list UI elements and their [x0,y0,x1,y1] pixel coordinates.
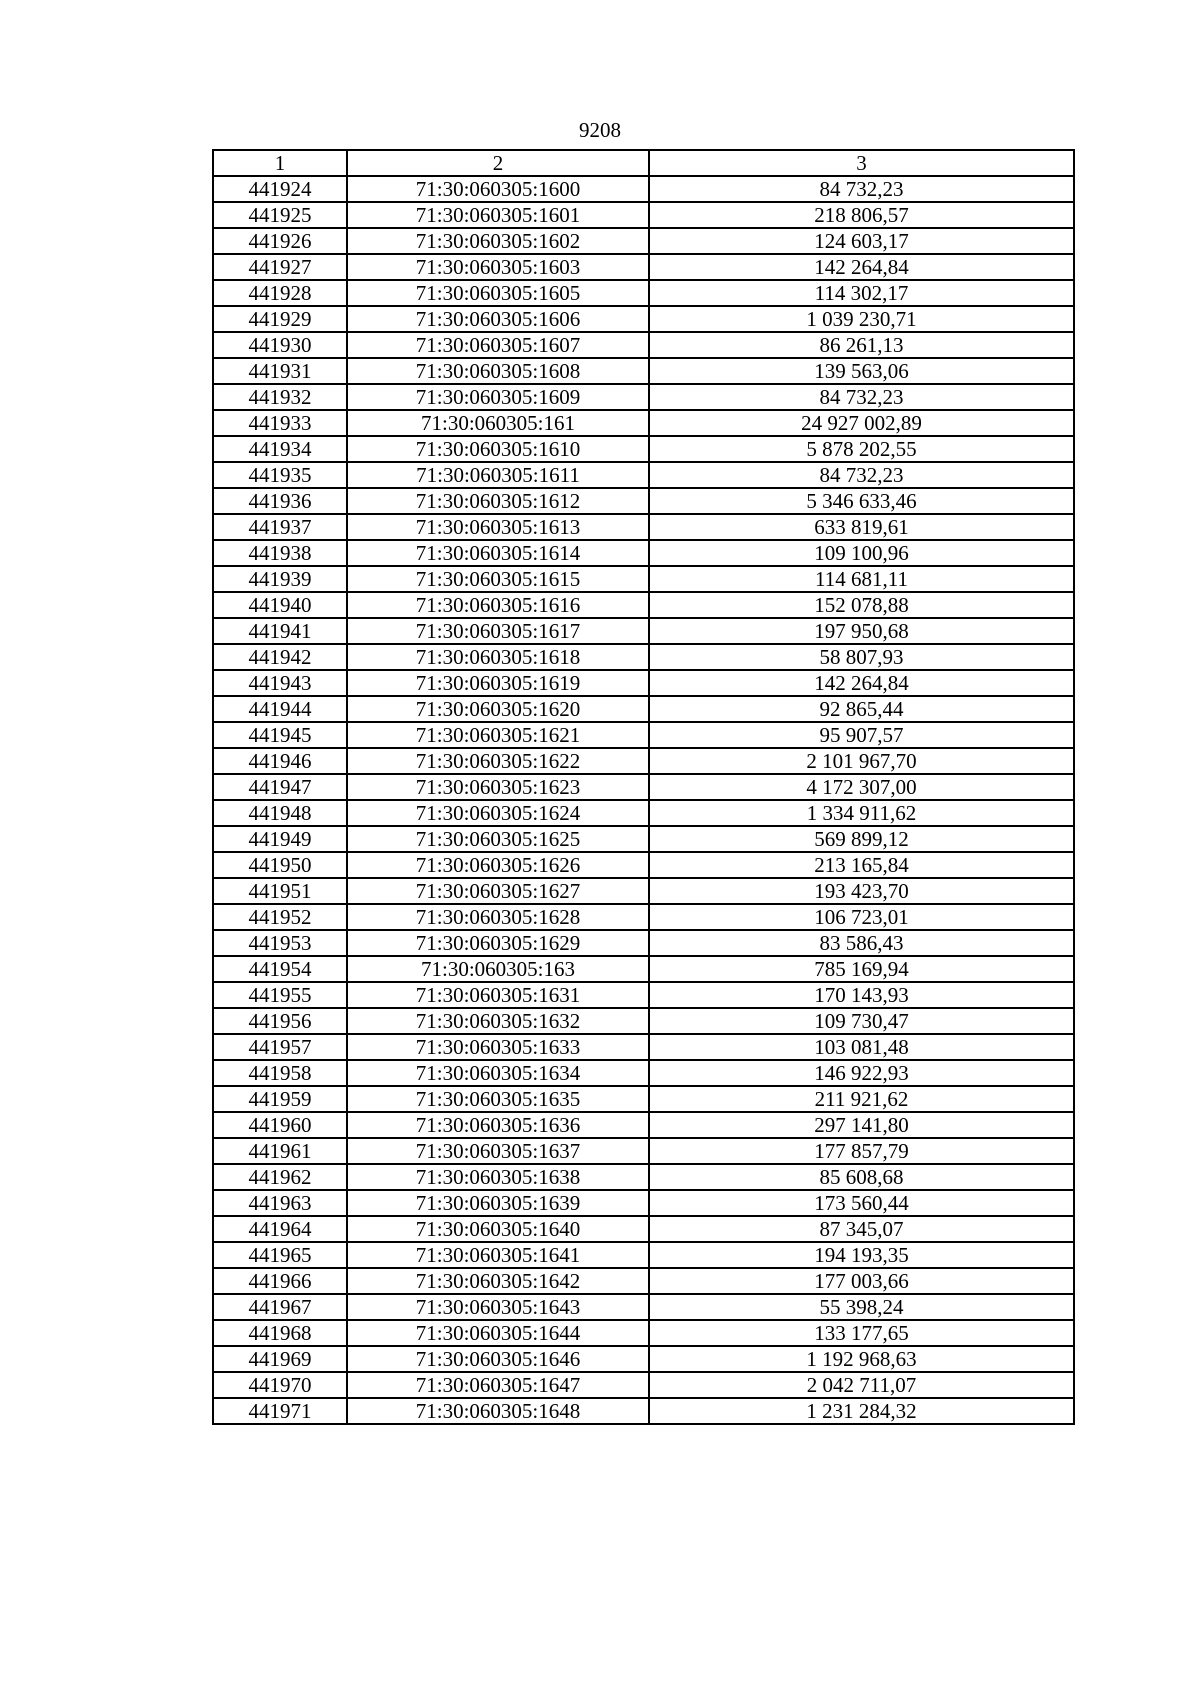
cadastral-number-cell: 71:30:060305:1644 [347,1320,649,1346]
cadastral-number-cell: 71:30:060305:1601 [347,202,649,228]
value-cell: 5 878 202,55 [649,436,1074,462]
value-cell: 114 681,11 [649,566,1074,592]
row-number-cell: 441924 [213,176,347,202]
cadastral-number-cell: 71:30:060305:1636 [347,1112,649,1138]
value-cell: 2 101 967,70 [649,748,1074,774]
row-number-cell: 441929 [213,306,347,332]
table-row [213,748,1074,774]
table-row [213,774,1074,800]
cadastral-number-cell: 71:30:060305:1642 [347,1268,649,1294]
table-row [213,1190,1074,1216]
table-row [213,1112,1074,1138]
row-number-cell: 441943 [213,670,347,696]
table-row [213,1320,1074,1346]
table-row [213,904,1074,930]
row-number-cell: 441961 [213,1138,347,1164]
cadastral-number-cell: 71:30:060305:1612 [347,488,649,514]
cadastral-number-cell: 71:30:060305:161 [347,410,649,436]
row-number-cell: 441930 [213,332,347,358]
cadastral-number-cell: 71:30:060305:1607 [347,332,649,358]
row-number-cell: 441960 [213,1112,347,1138]
cadastral-number-cell: 71:30:060305:1628 [347,904,649,930]
table-row [213,540,1074,566]
cadastral-number-cell: 71:30:060305:1634 [347,1060,649,1086]
value-cell: 1 231 284,32 [649,1398,1074,1424]
row-number-cell: 441964 [213,1216,347,1242]
row-number-cell: 441935 [213,462,347,488]
value-cell: 785 169,94 [649,956,1074,982]
table-row [213,826,1074,852]
row-number-cell: 441927 [213,254,347,280]
table-row [213,852,1074,878]
row-number-cell: 441956 [213,1008,347,1034]
row-number-cell: 441970 [213,1372,347,1398]
table-row [213,618,1074,644]
row-number-cell: 441926 [213,228,347,254]
table-row [213,982,1074,1008]
value-cell: 139 563,06 [649,358,1074,384]
value-cell: 152 078,88 [649,592,1074,618]
value-cell: 133 177,65 [649,1320,1074,1346]
table-row [213,644,1074,670]
value-cell: 83 586,43 [649,930,1074,956]
table-row [213,332,1074,358]
table-row [213,176,1074,202]
value-cell: 213 165,84 [649,852,1074,878]
row-number-cell: 441954 [213,956,347,982]
cadastral-number-cell: 71:30:060305:1648 [347,1398,649,1424]
cadastral-number-cell: 71:30:060305:1646 [347,1346,649,1372]
row-number-cell: 441965 [213,1242,347,1268]
table-row [213,670,1074,696]
value-cell: 95 907,57 [649,722,1074,748]
cadastral-number-cell: 71:30:060305:1624 [347,800,649,826]
value-cell: 177 003,66 [649,1268,1074,1294]
cadastral-number-cell: 71:30:060305:1618 [347,644,649,670]
table-row [213,878,1074,904]
row-number-cell: 441925 [213,202,347,228]
row-number-cell: 441942 [213,644,347,670]
cadastral-number-cell: 71:30:060305:1647 [347,1372,649,1398]
cadastral-number-cell: 71:30:060305:1619 [347,670,649,696]
cadastral-number-cell: 71:30:060305:1614 [347,540,649,566]
cadastral-number-cell: 71:30:060305:1643 [347,1294,649,1320]
row-number-cell: 441934 [213,436,347,462]
value-cell: 173 560,44 [649,1190,1074,1216]
value-cell: 114 302,17 [649,280,1074,306]
value-cell: 5 346 633,46 [649,488,1074,514]
table-row [213,566,1074,592]
cadastral-number-cell: 71:30:060305:1632 [347,1008,649,1034]
cadastral-number-cell: 71:30:060305:1640 [347,1216,649,1242]
value-cell: 92 865,44 [649,696,1074,722]
value-cell: 87 345,07 [649,1216,1074,1242]
value-cell: 1 039 230,71 [649,306,1074,332]
cadastral-number-cell: 71:30:060305:1610 [347,436,649,462]
value-cell: 177 857,79 [649,1138,1074,1164]
value-cell: 218 806,57 [649,202,1074,228]
table-row [213,1008,1074,1034]
table-row [213,436,1074,462]
value-cell: 84 732,23 [649,462,1074,488]
row-number-cell: 441963 [213,1190,347,1216]
row-number-cell: 441968 [213,1320,347,1346]
table-row [213,722,1074,748]
cadastral-number-cell: 71:30:060305:1631 [347,982,649,1008]
row-number-cell: 441953 [213,930,347,956]
value-cell: 569 899,12 [649,826,1074,852]
value-cell: 194 193,35 [649,1242,1074,1268]
table-header-row [213,150,1074,176]
row-number-cell: 441941 [213,618,347,644]
row-number-cell: 441936 [213,488,347,514]
table-row [213,306,1074,332]
value-cell: 109 730,47 [649,1008,1074,1034]
row-number-cell: 441971 [213,1398,347,1424]
value-cell: 1 192 968,63 [649,1346,1074,1372]
row-number-cell: 441933 [213,410,347,436]
row-number-cell: 441951 [213,878,347,904]
cadastral-number-cell: 71:30:060305:1615 [347,566,649,592]
cadastral-number-cell: 71:30:060305:1603 [347,254,649,280]
table-row [213,1034,1074,1060]
table-row [213,410,1074,436]
table-row [213,228,1074,254]
row-number-cell: 441958 [213,1060,347,1086]
table-row [213,800,1074,826]
column-header-number: 1 [213,150,347,176]
value-cell: 124 603,17 [649,228,1074,254]
table-row [213,1242,1074,1268]
value-cell: 170 143,93 [649,982,1074,1008]
cadastral-number-cell: 71:30:060305:1629 [347,930,649,956]
value-cell: 197 950,68 [649,618,1074,644]
column-header-cadastral: 2 [347,150,649,176]
table-row [213,1086,1074,1112]
cadastral-number-cell: 71:30:060305:1613 [347,514,649,540]
cadastral-number-cell: 71:30:060305:1638 [347,1164,649,1190]
row-number-cell: 441959 [213,1086,347,1112]
row-number-cell: 441938 [213,540,347,566]
cadastral-number-cell: 71:30:060305:163 [347,956,649,982]
value-cell: 103 081,48 [649,1034,1074,1060]
row-number-cell: 441939 [213,566,347,592]
column-header-value: 3 [649,150,1074,176]
table-row [213,462,1074,488]
row-number-cell: 441947 [213,774,347,800]
cadastral-number-cell: 71:30:060305:1627 [347,878,649,904]
table-row [213,696,1074,722]
cadastral-number-cell: 71:30:060305:1639 [347,1190,649,1216]
cadastral-number-cell: 71:30:060305:1608 [347,358,649,384]
cadastral-number-cell: 71:30:060305:1620 [347,696,649,722]
row-number-cell: 441944 [213,696,347,722]
value-cell: 84 732,23 [649,384,1074,410]
row-number-cell: 441955 [213,982,347,1008]
value-cell: 142 264,84 [649,254,1074,280]
row-number-cell: 441931 [213,358,347,384]
value-cell: 211 921,62 [649,1086,1074,1112]
row-number-cell: 441940 [213,592,347,618]
table-row [213,930,1074,956]
cadastral-number-cell: 71:30:060305:1617 [347,618,649,644]
cadastral-number-cell: 71:30:060305:1641 [347,1242,649,1268]
row-number-cell: 441928 [213,280,347,306]
value-cell: 58 807,93 [649,644,1074,670]
value-cell: 106 723,01 [649,904,1074,930]
row-number-cell: 441962 [213,1164,347,1190]
value-cell: 146 922,93 [649,1060,1074,1086]
table-row [213,1372,1074,1398]
value-cell: 193 423,70 [649,878,1074,904]
value-cell: 297 141,80 [649,1112,1074,1138]
cadastral-number-cell: 71:30:060305:1616 [347,592,649,618]
value-cell: 142 264,84 [649,670,1074,696]
page-number: 9208 [579,118,621,142]
registry-table [212,149,1075,1425]
row-number-cell: 441957 [213,1034,347,1060]
value-cell: 633 819,61 [649,514,1074,540]
table-row [213,592,1074,618]
cadastral-number-cell: 71:30:060305:1635 [347,1086,649,1112]
table-row [213,488,1074,514]
cadastral-number-cell: 71:30:060305:1602 [347,228,649,254]
table-row [213,514,1074,540]
row-number-cell: 441932 [213,384,347,410]
cadastral-number-cell: 71:30:060305:1637 [347,1138,649,1164]
table-row [213,1346,1074,1372]
table-row [213,358,1074,384]
value-cell: 85 608,68 [649,1164,1074,1190]
value-cell: 84 732,23 [649,176,1074,202]
table-row [213,280,1074,306]
table-row [213,1216,1074,1242]
cadastral-number-cell: 71:30:060305:1606 [347,306,649,332]
cadastral-number-cell: 71:30:060305:1625 [347,826,649,852]
table-row [213,956,1074,982]
table-row [213,254,1074,280]
cadastral-number-cell: 71:30:060305:1633 [347,1034,649,1060]
table-row [213,1398,1074,1424]
value-cell: 4 172 307,00 [649,774,1074,800]
value-cell: 86 261,13 [649,332,1074,358]
value-cell: 109 100,96 [649,540,1074,566]
cadastral-number-cell: 71:30:060305:1605 [347,280,649,306]
cadastral-number-cell: 71:30:060305:1621 [347,722,649,748]
row-number-cell: 441949 [213,826,347,852]
value-cell: 1 334 911,62 [649,800,1074,826]
table-row [213,202,1074,228]
table-row [213,1060,1074,1086]
cadastral-number-cell: 71:30:060305:1623 [347,774,649,800]
value-cell: 2 042 711,07 [649,1372,1074,1398]
row-number-cell: 441952 [213,904,347,930]
cadastral-number-cell: 71:30:060305:1622 [347,748,649,774]
row-number-cell: 441948 [213,800,347,826]
table-row [213,1268,1074,1294]
row-number-cell: 441945 [213,722,347,748]
table-row [213,1138,1074,1164]
row-number-cell: 441969 [213,1346,347,1372]
row-number-cell: 441937 [213,514,347,540]
value-cell: 55 398,24 [649,1294,1074,1320]
row-number-cell: 441967 [213,1294,347,1320]
row-number-cell: 441950 [213,852,347,878]
table-body [213,176,1074,1424]
table-row [213,1164,1074,1190]
row-number-cell: 441946 [213,748,347,774]
cadastral-number-cell: 71:30:060305:1609 [347,384,649,410]
cadastral-number-cell: 71:30:060305:1600 [347,176,649,202]
value-cell: 24 927 002,89 [649,410,1074,436]
row-number-cell: 441966 [213,1268,347,1294]
cadastral-number-cell: 71:30:060305:1611 [347,462,649,488]
cadastral-number-cell: 71:30:060305:1626 [347,852,649,878]
table-row [213,384,1074,410]
table-row [213,1294,1074,1320]
